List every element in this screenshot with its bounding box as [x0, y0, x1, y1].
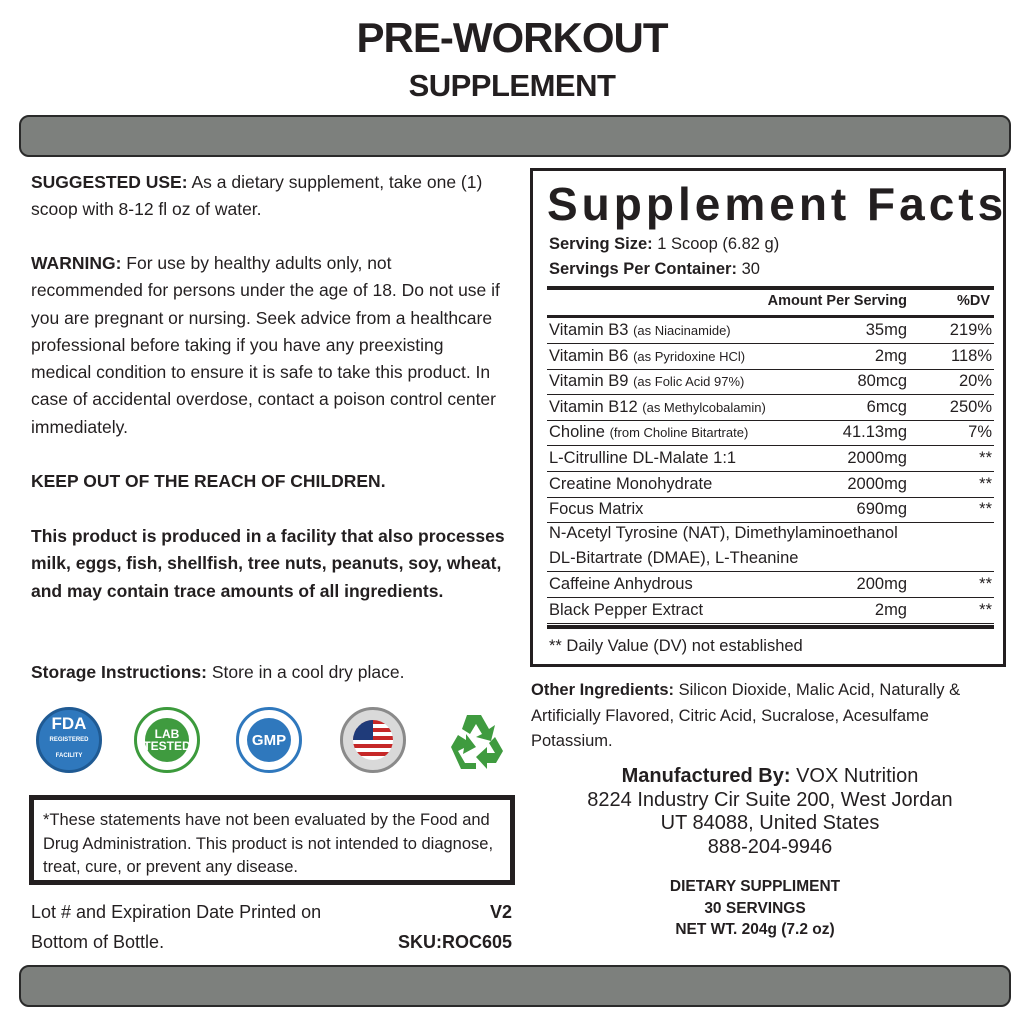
fda-registered-badge: FDA REGISTERED FACILITY: [36, 707, 102, 773]
lab-tested-badge: LAB TESTED: [134, 707, 200, 773]
warning-label: WARNING:: [31, 253, 122, 273]
manufacturer-info: Manufactured By: VOX Nutrition 8224 Industry Cir Suite 200, West Jordan UT 84088, United States 888-204-9946: [530, 765, 1010, 859]
suggested-use-label: SUGGESTED USE:: [31, 172, 188, 192]
allergen-statement: This product is produced in a facility that also processes milk, eggs, fish, shellfish, tree nuts, peanuts, soy, wheat, and may contain trace amounts of all ingredients.: [31, 526, 505, 601]
gmp-badge: GMP: [236, 707, 302, 773]
facts-row: Vitamin B6 (as Pyridoxine HCl) 2mg 118%: [547, 344, 994, 370]
storage-instructions: [31, 659, 511, 686]
recycle-icon: [443, 707, 509, 773]
storage-text: Store in a cool dry place.: [211, 662, 405, 682]
facts-row: Caffeine Anhydrous 200mg **: [547, 572, 994, 598]
version-sku: [360, 897, 512, 957]
facts-row: Vitamin B9 (as Folic Acid 97%) 80mcg 20%: [547, 369, 994, 395]
keep-out-warning: KEEP OUT OF THE REACH OF CHILDREN.: [31, 471, 386, 491]
suggested-use-text: As a dietary supplement, take one (1) scoop with 8-12 fl oz of water.: [31, 172, 483, 220]
focus-matrix-ingredients: N-Acetyl Tyrosine (NAT), Dimethylaminoethanol DL-Bitartrate (DMAE), L-Theanine: [547, 521, 994, 572]
sku: SKU:ROC605: [397, 932, 512, 952]
suggested-use: [31, 169, 511, 224]
facts-row: Black Pepper Extract 2mg **: [547, 598, 994, 624]
made-in-usa-badge: [340, 707, 406, 773]
phone-number: 888-204-9946: [707, 835, 833, 858]
bottom-band: [19, 965, 1011, 1007]
facts-row: Vitamin B12 (as Methylcobalamin) 6mcg 250%: [547, 395, 994, 421]
other-ingredients: Other Ingredients: Silicon Dioxide, Malic Acid, Naturally & Artificially Flavored, Citric Acid, Sucralose, Acesulfame Potassium.: [531, 681, 961, 750]
warning-text: For use by healthy adults only, not recommended for persons under the age of 18. Do not use if you are pregnant or nursing. Seek advice from a healthcare professional before taking if you have any preexisting medical condition to ensure it is safe to take this product. In case of accidental overdose, contact a poison control center immediately.: [31, 253, 500, 437]
supplement-facts-panel: [530, 168, 1006, 667]
product-subtitle: SUPPLEMENT: [408, 68, 616, 103]
facts-row: Vitamin B3 (as Niacinamide) 35mg 219%: [547, 318, 994, 344]
servings-per-container: Servings Per Container: 30: [549, 260, 760, 278]
product-title: PRE-WORKOUT: [356, 14, 668, 61]
storage-label: Storage Instructions:: [31, 662, 207, 682]
facts-row: Focus Matrix 690mg **: [547, 497, 994, 523]
serving-size: Serving Size: 1 Scoop (6.82 g): [549, 235, 780, 253]
thick-rule: [547, 286, 994, 290]
facts-title: Supplement Facts: [547, 178, 1008, 230]
dv-footnote: ** Daily Value (DV) not established: [549, 637, 803, 655]
fda-disclaimer: *These statements have not been evaluated by the Food and Drug Administration. This product is not intended to diagnose, treat, cure, or prevent any disease.: [29, 795, 515, 885]
facts-row: L-Citrulline DL-Malate 1:1 2000mg **: [547, 446, 994, 472]
version: V2: [489, 902, 512, 922]
facts-row: Choline (from Choline Bitartrate) 41.13mg 7%: [547, 420, 994, 446]
product-info: DIETARY SUPPLIMENT 30 SERVINGS NET WT. 204g (7.2 oz): [669, 878, 841, 938]
warning: [31, 250, 507, 441]
facts-header: Amount Per Serving %DV: [767, 293, 990, 309]
lot-info: Lot # and Expiration Date Printed on Bottom of Bottle.: [31, 902, 322, 952]
facts-row: Creatine Monohydrate 2000mg **: [547, 472, 994, 498]
top-band: [19, 115, 1011, 157]
